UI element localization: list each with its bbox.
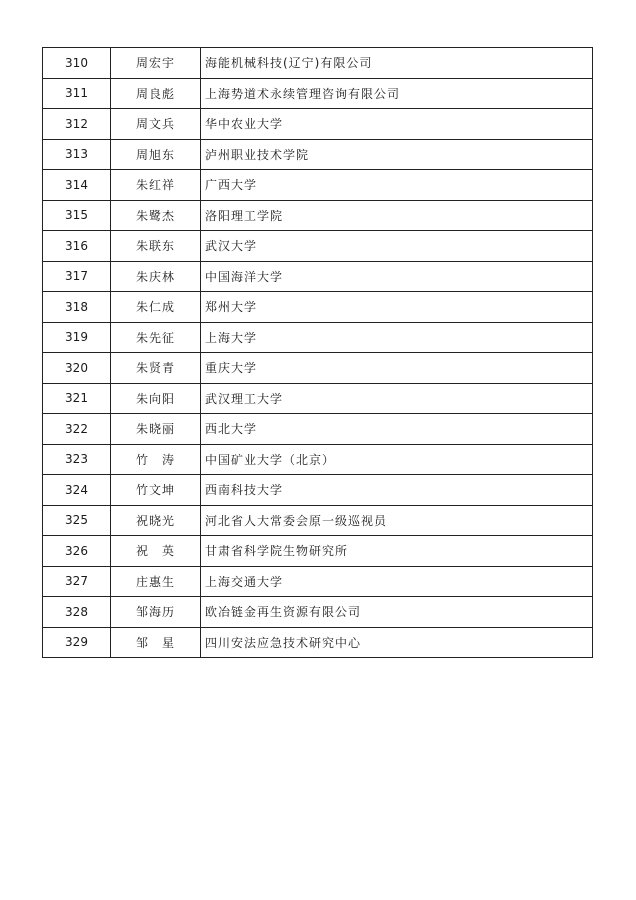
roster-table	[42, 47, 593, 658]
organization-cell: 广西大学	[201, 170, 593, 201]
organization-cell: 洛阳理工学院	[201, 200, 593, 231]
table-row	[43, 353, 593, 384]
table-row	[43, 170, 593, 201]
organization-cell: 上海大学	[201, 322, 593, 353]
person-name-cell: 祝 英	[111, 536, 201, 567]
person-name-cell: 朱庆林	[111, 261, 201, 292]
table-row	[43, 444, 593, 475]
row-number-cell: 319	[43, 322, 111, 353]
person-name-cell: 朱仁成	[111, 292, 201, 323]
organization-cell: 上海势道术永续管理咨询有限公司	[201, 78, 593, 109]
row-number-cell: 324	[43, 475, 111, 506]
organization-cell: 甘肃省科学院生物研究所	[201, 536, 593, 567]
organization-cell: 海能机械科技(辽宁)有限公司	[201, 48, 593, 79]
table-row	[43, 200, 593, 231]
row-number-cell: 320	[43, 353, 111, 384]
person-name-cell: 祝晓光	[111, 505, 201, 536]
table-row	[43, 536, 593, 567]
row-number-cell: 315	[43, 200, 111, 231]
person-name-cell: 朱鹭杰	[111, 200, 201, 231]
table-row	[43, 139, 593, 170]
row-number-cell: 316	[43, 231, 111, 262]
person-name-cell: 朱向阳	[111, 383, 201, 414]
row-number-cell: 312	[43, 109, 111, 140]
person-name-cell: 竹文坤	[111, 475, 201, 506]
row-number-cell: 326	[43, 536, 111, 567]
person-name-cell: 朱晓丽	[111, 414, 201, 445]
organization-cell: 重庆大学	[201, 353, 593, 384]
table-row	[43, 566, 593, 597]
person-name-cell: 朱联东	[111, 231, 201, 262]
organization-cell: 中国矿业大学（北京）	[201, 444, 593, 475]
table-row	[43, 78, 593, 109]
table-row	[43, 109, 593, 140]
table-row	[43, 597, 593, 628]
organization-cell: 中国海洋大学	[201, 261, 593, 292]
table-row	[43, 475, 593, 506]
organization-cell: 郑州大学	[201, 292, 593, 323]
table-row	[43, 292, 593, 323]
organization-cell: 上海交通大学	[201, 566, 593, 597]
table-row	[43, 261, 593, 292]
table-row	[43, 48, 593, 79]
row-number-cell: 311	[43, 78, 111, 109]
person-name-cell: 竹 涛	[111, 444, 201, 475]
person-name-cell: 庄惠生	[111, 566, 201, 597]
row-number-cell: 313	[43, 139, 111, 170]
row-number-cell: 322	[43, 414, 111, 445]
person-name-cell: 周良彪	[111, 78, 201, 109]
row-number-cell: 327	[43, 566, 111, 597]
organization-cell: 河北省人大常委会原一级巡视员	[201, 505, 593, 536]
person-name-cell: 邹 星	[111, 627, 201, 658]
person-name-cell: 周文兵	[111, 109, 201, 140]
organization-cell: 四川安法应急技术研究中心	[201, 627, 593, 658]
organization-cell: 华中农业大学	[201, 109, 593, 140]
organization-cell: 欧冶链金再生资源有限公司	[201, 597, 593, 628]
organization-cell: 武汉理工大学	[201, 383, 593, 414]
table-row	[43, 505, 593, 536]
table-row	[43, 627, 593, 658]
person-name-cell: 周旭东	[111, 139, 201, 170]
row-number-cell: 314	[43, 170, 111, 201]
table-row	[43, 383, 593, 414]
organization-cell: 西南科技大学	[201, 475, 593, 506]
table-row	[43, 322, 593, 353]
person-name-cell: 邹海历	[111, 597, 201, 628]
row-number-cell: 323	[43, 444, 111, 475]
row-number-cell: 318	[43, 292, 111, 323]
row-number-cell: 328	[43, 597, 111, 628]
row-number-cell: 317	[43, 261, 111, 292]
organization-cell: 西北大学	[201, 414, 593, 445]
person-name-cell: 朱先征	[111, 322, 201, 353]
table-row	[43, 414, 593, 445]
row-number-cell: 321	[43, 383, 111, 414]
table-row	[43, 231, 593, 262]
row-number-cell: 325	[43, 505, 111, 536]
organization-cell: 武汉大学	[201, 231, 593, 262]
row-number-cell: 329	[43, 627, 111, 658]
person-name-cell: 朱红祥	[111, 170, 201, 201]
person-name-cell: 朱贤青	[111, 353, 201, 384]
person-name-cell: 周宏宇	[111, 48, 201, 79]
organization-cell: 泸州职业技术学院	[201, 139, 593, 170]
row-number-cell: 310	[43, 48, 111, 79]
roster-body	[43, 48, 593, 658]
